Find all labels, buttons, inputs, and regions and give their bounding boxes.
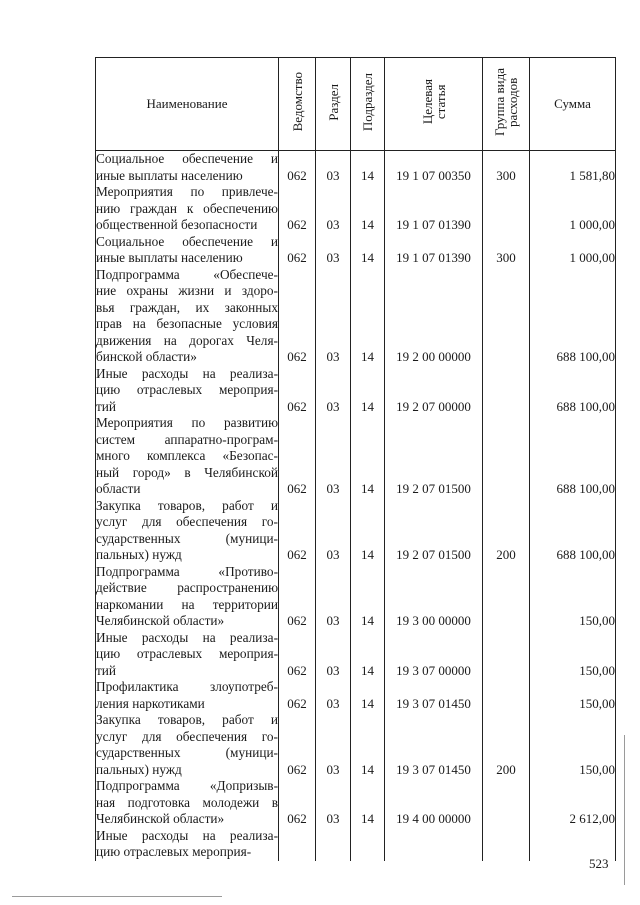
row-expense-group xyxy=(483,267,530,366)
row-target-item: 19 3 00 00000 xyxy=(385,564,483,630)
row-name-line: Мероприятия по развитию xyxy=(96,415,278,430)
row-name-line: Подпрограмма «Противо- xyxy=(96,563,278,579)
row-department: 062 xyxy=(279,564,316,630)
row-target-item: 19 2 00 00000 xyxy=(385,267,483,366)
row-department: 062 xyxy=(279,184,316,234)
row-name-line: нию граждан к обеспечению xyxy=(96,200,278,216)
row-name-line: Закупка товаров, работ и xyxy=(96,497,278,513)
table-row xyxy=(96,151,616,185)
row-section: 03 xyxy=(316,630,351,680)
page-number: 523 xyxy=(589,856,609,871)
row-section xyxy=(316,828,351,861)
row-section: 03 xyxy=(316,151,351,185)
row-subsection: 14 xyxy=(351,366,385,416)
row-target-item: 19 1 07 01390 xyxy=(385,184,483,234)
row-amount: 688 100,00 xyxy=(530,498,616,564)
row-name xyxy=(96,828,279,861)
row-department: 062 xyxy=(279,498,316,564)
row-expense-group: 200 xyxy=(483,712,530,778)
row-section: 03 xyxy=(316,415,351,498)
row-amount: 688 100,00 xyxy=(530,366,616,416)
row-expense-group xyxy=(483,828,530,861)
row-amount: 150,00 xyxy=(530,712,616,778)
row-name-line: пальных) нужд xyxy=(96,547,182,562)
row-subsection xyxy=(351,828,385,861)
row-department: 062 xyxy=(279,151,316,185)
row-section: 03 xyxy=(316,498,351,564)
row-target-item: 19 3 07 01450 xyxy=(385,712,483,778)
bottom-rule xyxy=(12,896,222,897)
row-name-line: сударственных (муници- xyxy=(96,745,278,760)
row-name-line: тий xyxy=(96,662,117,678)
row-amount: 1 581,80 xyxy=(530,151,616,185)
row-amount: 150,00 xyxy=(530,679,616,712)
row-expense-group xyxy=(483,564,530,630)
row-subsection: 14 xyxy=(351,267,385,366)
row-name-line: цию отраслевых мероприя- xyxy=(96,646,278,661)
row-name-line: наркомании на территории xyxy=(96,596,278,612)
row-target-item: 19 3 07 01450 xyxy=(385,679,483,712)
row-department: 062 xyxy=(279,679,316,712)
row-name xyxy=(96,679,279,712)
row-name xyxy=(96,498,279,564)
row-name xyxy=(96,712,279,778)
row-name-line: ления наркотиками xyxy=(96,695,205,711)
row-name-line: Закупка товаров, работ и xyxy=(96,712,278,727)
row-target-item: 19 1 07 01390 xyxy=(385,234,483,267)
row-name-line: Мероприятия по привлече- xyxy=(96,184,278,199)
row-name-line: Социальное обеспечение и xyxy=(96,151,278,166)
row-name xyxy=(96,415,279,498)
row-name-line: Подпрограмма «Обеспече- xyxy=(96,266,278,282)
header-department: Ведомство xyxy=(279,58,316,151)
table-row xyxy=(96,679,616,712)
row-department: 062 xyxy=(279,712,316,778)
row-department: 062 xyxy=(279,267,316,366)
row-section: 03 xyxy=(316,712,351,778)
table-row xyxy=(96,630,616,680)
table-row xyxy=(96,366,616,416)
row-target-item: 19 2 07 00000 xyxy=(385,366,483,416)
row-expense-group xyxy=(483,630,530,680)
budget-table xyxy=(95,57,616,861)
row-section: 03 xyxy=(316,267,351,366)
row-name-line: действие распространению xyxy=(96,580,278,595)
table-row xyxy=(96,415,616,498)
table-row xyxy=(96,184,616,234)
row-name-line: цию отраслевых мероприя- xyxy=(96,382,278,397)
row-expense-group xyxy=(483,679,530,712)
row-name-line: Иные расходы на реализа- xyxy=(96,827,278,843)
row-target-item: 19 4 00 00000 xyxy=(385,778,483,828)
row-department: 062 xyxy=(279,415,316,498)
row-expense-group: 300 xyxy=(483,234,530,267)
row-name-line: движения на дорогах Челя- xyxy=(96,332,278,348)
row-name-line: прав на безопасные условия xyxy=(96,316,278,331)
row-expense-group xyxy=(483,415,530,498)
row-department: 062 xyxy=(279,234,316,267)
row-name-line: ние охраны жизни и здоро- xyxy=(96,283,278,298)
row-subsection: 14 xyxy=(351,679,385,712)
row-name xyxy=(96,564,279,630)
row-section: 03 xyxy=(316,778,351,828)
row-name xyxy=(96,366,279,416)
row-amount: 1 000,00 xyxy=(530,184,616,234)
row-name xyxy=(96,184,279,234)
row-department xyxy=(279,828,316,861)
row-expense-group: 200 xyxy=(483,498,530,564)
table-row xyxy=(96,564,616,630)
row-department: 062 xyxy=(279,366,316,416)
row-expense-group xyxy=(483,778,530,828)
table-row xyxy=(96,267,616,366)
row-name-line: бинской области» xyxy=(96,349,197,364)
row-name-line: Подпрограмма «Допризыв- xyxy=(96,778,278,793)
row-name-line: Иные расходы на реализа- xyxy=(96,629,278,645)
row-name-line: Челябинской области» xyxy=(96,613,225,628)
row-name-line: области xyxy=(96,481,141,496)
row-target-item xyxy=(385,828,483,861)
row-subsection: 14 xyxy=(351,712,385,778)
header-amount: Сумма xyxy=(530,58,616,151)
row-expense-group xyxy=(483,366,530,416)
header-name: Наименование xyxy=(96,58,279,151)
row-name-line: Челябинской области» xyxy=(96,811,225,826)
row-subsection: 14 xyxy=(351,498,385,564)
row-amount: 688 100,00 xyxy=(530,415,616,498)
row-name-line: общественной безопасности xyxy=(96,217,258,232)
header-section: Раздел xyxy=(316,58,351,151)
row-name-line: ный город» в Челябинской xyxy=(96,464,278,480)
row-subsection: 14 xyxy=(351,630,385,680)
row-name-line: вья граждан, их законных xyxy=(96,299,278,315)
row-name xyxy=(96,630,279,680)
row-name-line: Профилактика злоупотреб- xyxy=(96,679,278,694)
row-amount: 2 612,00 xyxy=(530,778,616,828)
row-subsection: 14 xyxy=(351,234,385,267)
table-body xyxy=(96,151,616,861)
table-row xyxy=(96,712,616,778)
row-name xyxy=(96,267,279,366)
row-name-line: Социальное обеспечение и xyxy=(96,233,278,249)
row-expense-group: 300 xyxy=(483,151,530,185)
row-name-line: Иные расходы на реализа- xyxy=(96,365,278,381)
row-name-line: пальных) нужд xyxy=(96,761,182,777)
row-subsection: 14 xyxy=(351,778,385,828)
table-row xyxy=(96,234,616,267)
header-target-item: Целевая статья xyxy=(385,58,483,151)
row-amount: 150,00 xyxy=(530,564,616,630)
row-section: 03 xyxy=(316,184,351,234)
row-section: 03 xyxy=(316,234,351,267)
row-name-line: тий xyxy=(96,398,117,414)
row-amount: 1 000,00 xyxy=(530,234,616,267)
row-department: 062 xyxy=(279,778,316,828)
row-target-item: 19 2 07 01500 xyxy=(385,498,483,564)
row-name-line: иные выплаты населению xyxy=(96,167,243,183)
row-expense-group xyxy=(483,184,530,234)
row-section: 03 xyxy=(316,679,351,712)
header-row xyxy=(96,58,616,151)
row-name-line: ная подготовка молодежи в xyxy=(96,794,278,810)
row-section: 03 xyxy=(316,564,351,630)
row-department: 062 xyxy=(279,630,316,680)
row-name xyxy=(96,778,279,828)
row-name xyxy=(96,151,279,185)
row-name-line: много комплекса «Безопас- xyxy=(96,448,278,463)
table-row xyxy=(96,778,616,828)
table-row xyxy=(96,498,616,564)
margin-mark xyxy=(624,735,625,885)
row-subsection: 14 xyxy=(351,151,385,185)
header-expense-group: Группа вида расходов xyxy=(483,58,530,151)
row-name xyxy=(96,234,279,267)
row-name-line: систем аппаратно-програм- xyxy=(96,431,278,447)
row-target-item: 19 2 07 01500 xyxy=(385,415,483,498)
row-section: 03 xyxy=(316,366,351,416)
row-name-line: услуг для обеспечения го- xyxy=(96,728,278,744)
row-amount: 150,00 xyxy=(530,630,616,680)
header-subsection: Подраздел xyxy=(351,58,385,151)
row-subsection: 14 xyxy=(351,564,385,630)
row-name-line: цию отраслевых мероприя- xyxy=(96,844,252,859)
row-name-line: сударственных (муници- xyxy=(96,530,278,546)
row-target-item: 19 3 07 00000 xyxy=(385,630,483,680)
table-row xyxy=(96,828,616,861)
row-subsection: 14 xyxy=(351,184,385,234)
row-subsection: 14 xyxy=(351,415,385,498)
row-amount: 688 100,00 xyxy=(530,267,616,366)
row-name-line: услуг для обеспечения го- xyxy=(96,514,278,529)
row-name-line: иные выплаты населению xyxy=(96,250,243,265)
row-target-item: 19 1 07 00350 xyxy=(385,151,483,185)
